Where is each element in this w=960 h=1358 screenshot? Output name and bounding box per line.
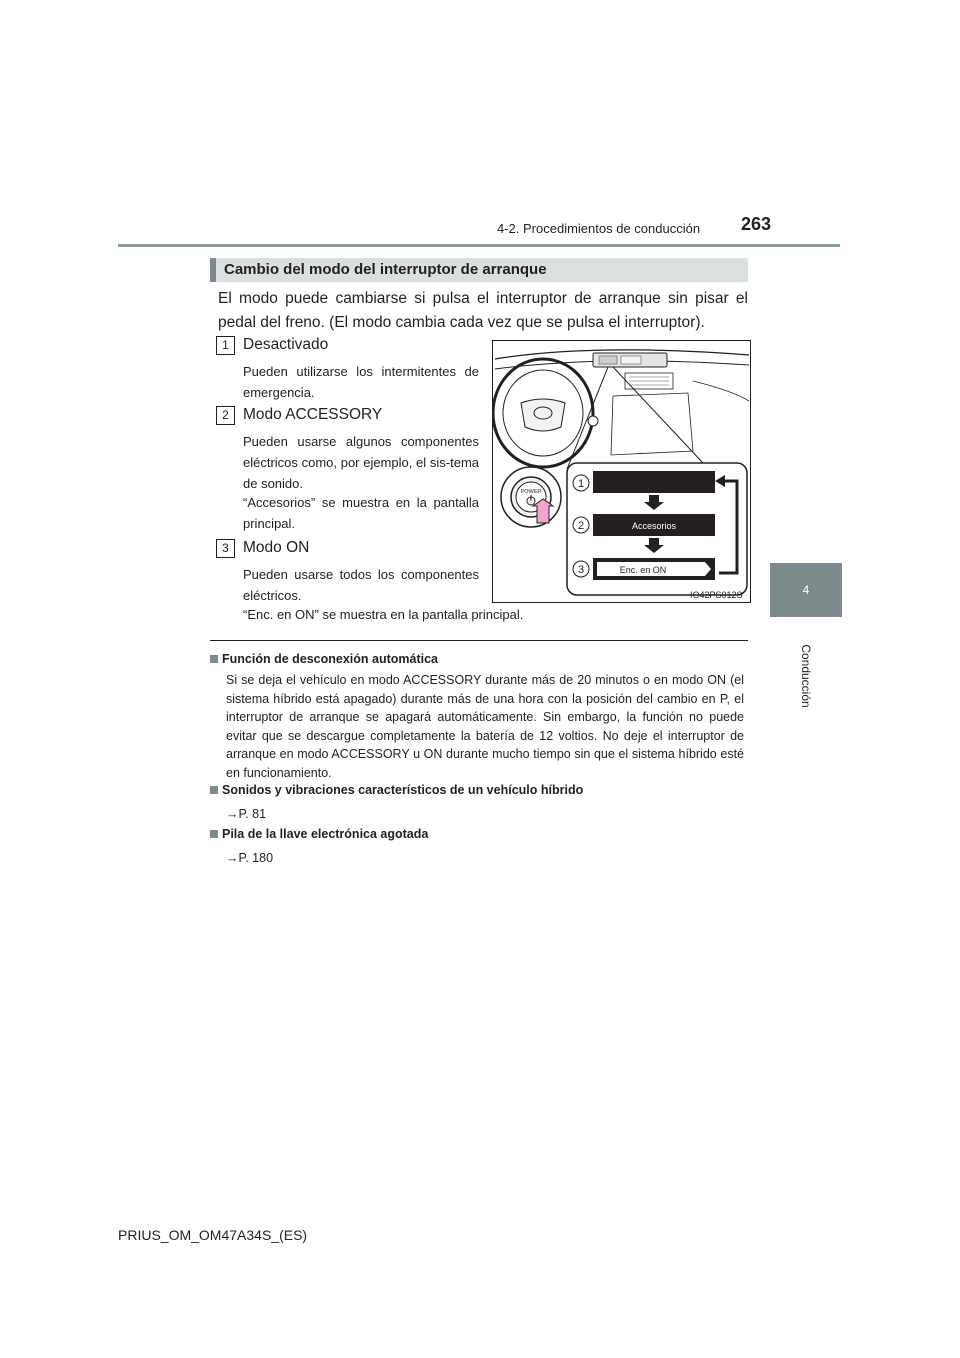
item-number-1: 1 [216, 336, 235, 355]
note-heading-3-text: Pila de la llave electrónica agotada [222, 827, 429, 841]
note-heading-3 [210, 827, 428, 841]
state-box-1 [593, 471, 715, 493]
note-link-3[interactable]: →P. 180 [226, 851, 274, 865]
section-title: Cambio del modo del interruptor de arranque [224, 261, 547, 278]
intro-paragraph: El modo puede cambiarse si pulsa el interruptor de arranque sin pisar el pedal del freno. (El modo cambia cada vez que se pulsa el interruptor). [218, 290, 748, 331]
item-desc-1: Pueden utilizarse los intermitentes de emergencia. [243, 364, 479, 400]
section-heading-marker [210, 258, 216, 282]
note-bullet-icon [210, 830, 218, 838]
chapter-label [763, 626, 849, 726]
figure-code: IO42PS012S [690, 590, 743, 600]
item-desc-2: Pueden usarse algunos componentes eléctricos como, por ejemplo, el sis-tema de sonido. [243, 434, 479, 491]
section-heading [210, 258, 748, 282]
chapter-tab: 4 [770, 563, 842, 617]
state-num-3: 3 [577, 564, 585, 576]
state-num-1: 1 [577, 478, 585, 490]
note-heading-1 [210, 652, 438, 666]
state-num-2: 2 [577, 520, 585, 532]
note-link-2[interactable]: →P. 81 [226, 807, 267, 821]
item-title-2: Modo ACCESSORY [243, 406, 383, 423]
dashboard-illustration [492, 340, 751, 603]
item-number-3: 3 [216, 539, 235, 558]
item-desc-3: Pueden usarse todos los componentes eléctricos. [243, 567, 479, 603]
power-label: POWER [520, 489, 542, 495]
note-heading-1-text: Función de desconexión automática [222, 652, 439, 666]
note-heading-2 [210, 783, 583, 797]
page-number: 263 [741, 214, 772, 234]
dashboard-drawing [493, 341, 750, 602]
state-text-3: Enc. en ON [619, 565, 667, 575]
item-desc-2b: “Accesorios” se muestra en la pantalla principal. [243, 495, 479, 531]
item-number-2: 2 [216, 406, 235, 425]
document-footer: PRIUS_OM_OM47A34S_(ES) [118, 1227, 308, 1243]
section-separator [210, 640, 748, 641]
item-title-3: Modo ON [243, 539, 310, 556]
note-heading-2-text: Sonidos y vibraciones característicos de un vehículo híbrido [222, 783, 584, 797]
state-text-2: Accesorios [631, 521, 677, 531]
item-desc-3b: “Enc. en ON” se muestra en la pantalla principal. [243, 607, 524, 622]
header-rule [118, 244, 840, 247]
note-bullet-icon [210, 786, 218, 794]
chapter-label-text: Conducción [799, 644, 813, 708]
note-body-1: Si se deja el vehículo en modo ACCESSORY durante más de 20 minutos o en modo ON (el sistema híbrido está apagado) durante más de una hora con la posición del cambio en P, el interruptor de arranque se apagará automáticamente. Sin embargo, la función no puede evitar que se descargue completamente la batería de 12 voltios. No deje el interruptor de arranque en modo ACCESSORY u ON durante mucho tiempo sin que el sistema híbrido esté en funcionamiento. [226, 673, 744, 780]
running-header: 4-2. Procedimientos de conducción [497, 221, 701, 236]
item-title-1: Desactivado [243, 336, 329, 353]
note-bullet-icon [210, 655, 218, 663]
